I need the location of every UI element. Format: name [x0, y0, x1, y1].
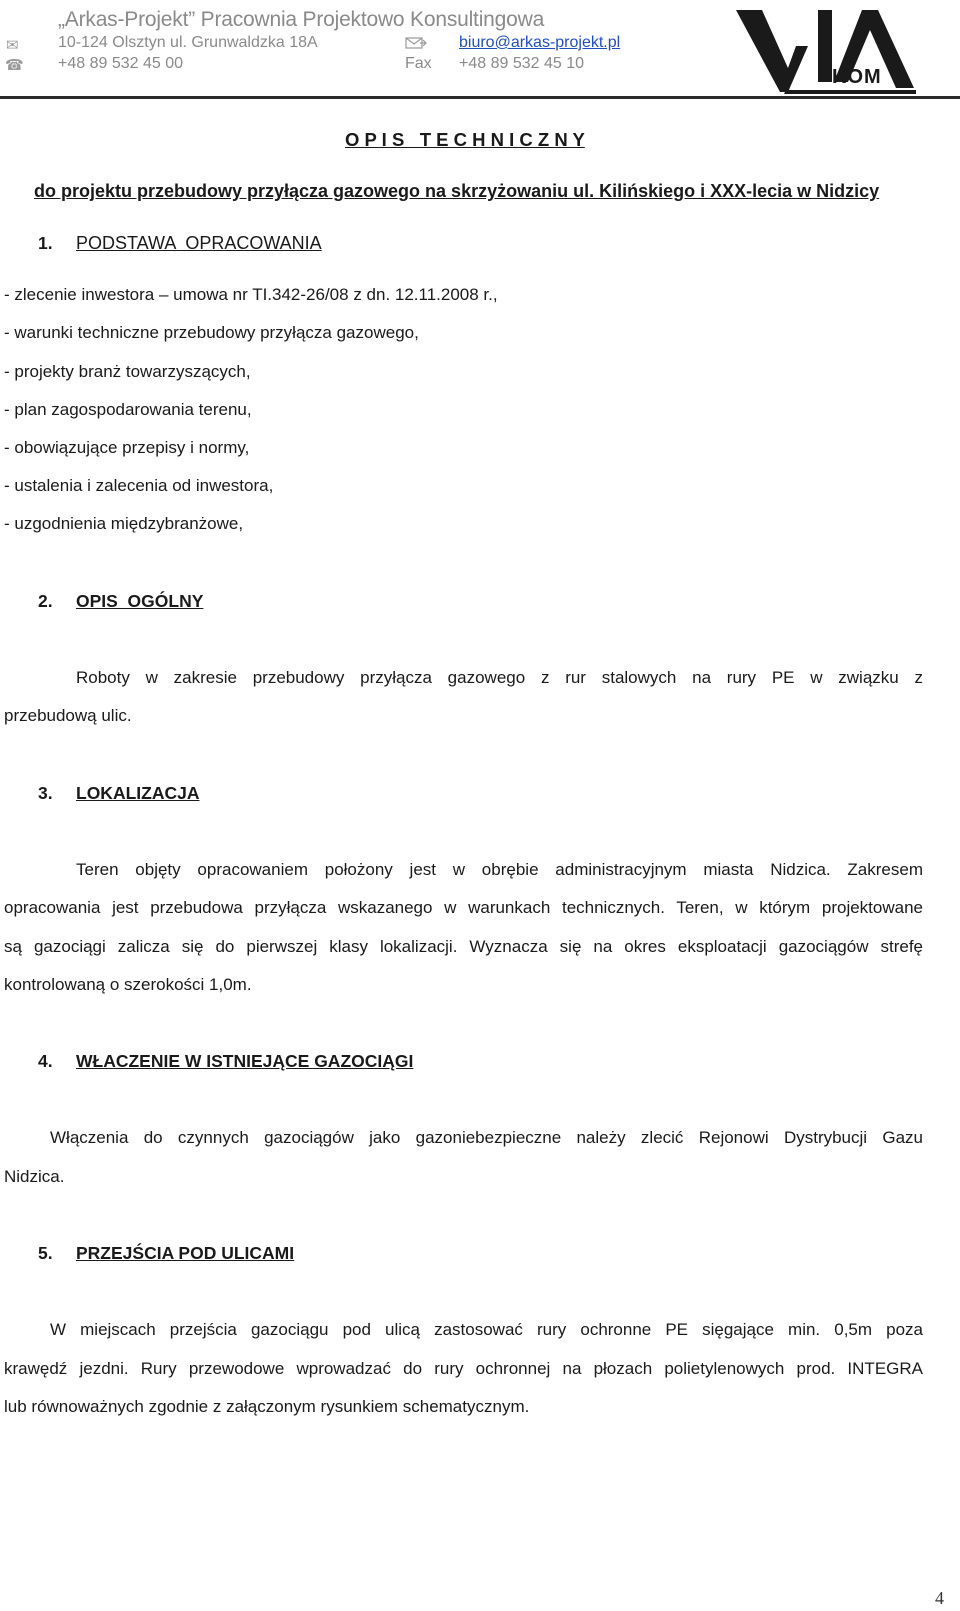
- phone-icon: ☎: [5, 57, 24, 74]
- list-item: - ustalenia i zalecenia od inwestora,: [4, 476, 274, 495]
- section-3-text-line: są gazociągi zalicza się do pierwszej klasy lokalizacji. Wyznacza się na okres eksploatacji gazociągów strefę: [4, 937, 923, 956]
- document-subtitle: do projektu przebudowy przyłącza gazowego na skrzyżowaniu ul. Kilińskiego i XXX-lecia w Nidzicy: [34, 181, 880, 201]
- logo-text: KOM: [832, 66, 882, 88]
- section-5-text-line: W miejscach przejścia gazociągu pod ulicą zastosować rury ochronne PE sięgające min. 0,5m poza: [50, 1320, 923, 1339]
- section-5-title: PRZEJŚCIA POD ULICAMI: [76, 1243, 295, 1263]
- list-item: - warunki techniczne przebudowy przyłącza gazowego,: [4, 323, 419, 342]
- section-3-number: 3.: [38, 783, 53, 803]
- section-2-number: 2.: [38, 591, 53, 611]
- fax-number: +48 89 532 45 10: [459, 55, 585, 72]
- section-2-text-line: Roboty w zakresie przebudowy przyłącza gazowego z rur stalowych na rury PE w związku z: [76, 668, 923, 687]
- email-icon-glyph: [405, 36, 427, 50]
- section-2-title: OPIS OGÓLNY: [76, 591, 204, 611]
- section-3-title: LOKALIZACJA: [76, 783, 200, 803]
- company-address: 10-124 Olsztyn ul. Grunwaldzka 18A: [58, 34, 318, 51]
- envelope-icon: ✉: [6, 37, 19, 54]
- document-title: O P I S T E C H N I C Z N Y: [345, 129, 585, 150]
- section-5-text-line: lub równoważnych zgodnie z załączonym rysunkiem schematycznym.: [4, 1397, 530, 1416]
- section-4-number: 4.: [38, 1051, 53, 1071]
- company-name: „Arkas-Projekt” Pracownia Projektowo Konsultingowa: [58, 8, 545, 31]
- list-item: - obowiązujące przepisy i normy,: [4, 438, 250, 457]
- section-5-text-line: krawędź jezdni. Rury przewodowe wprowadzać do rury ochronnej na płozach polietylenowych prod. INTEGRA: [4, 1359, 923, 1378]
- section-3-text-line: Teren objęty opracowaniem położony jest w obrębie administracyjnym miasta Nidzica. Zakresem: [76, 860, 923, 879]
- section-1-number: 1.: [38, 233, 53, 253]
- header-divider: [0, 96, 960, 99]
- fax-label: Fax: [405, 55, 432, 72]
- section-3-text-line: kontrolowaną o szerokości 1,0m.: [4, 975, 252, 994]
- list-item: - uzgodnienia międzybranżowe,: [4, 514, 244, 533]
- section-2-text-line: przebudową ulic.: [4, 706, 132, 725]
- email-icon: [405, 36, 427, 54]
- section-1-title: PODSTAWA OPRACOWANIA: [76, 233, 322, 253]
- section-4-title: WŁACZENIE W ISTNIEJĄCE GAZOCIĄGI: [76, 1051, 414, 1071]
- list-item: - zlecenie inwestora – umowa nr TI.342-26/08 z dn. 12.11.2008 r.,: [4, 285, 498, 304]
- logo-graphic: [736, 4, 916, 94]
- section-3-text-line: opracowania jest przebudowa przyłącza wskazanego w warunkach technicznych. Teren, w którym projektowane: [4, 898, 923, 917]
- section-4-text-line: Włączenia do czynnych gazociągów jako gazoniebezpieczne należy zlecić Rejonowi Dystrybucji Gazu: [50, 1128, 923, 1147]
- list-item: - plan zagospodarowania terenu,: [4, 400, 252, 419]
- phone-number: +48 89 532 45 00: [58, 55, 184, 72]
- company-logo: [736, 4, 916, 94]
- email-link[interactable]: biuro@arkas-projekt.pl: [459, 34, 621, 51]
- section-4-text-line: Nidzica.: [4, 1167, 65, 1186]
- page-number: 4: [935, 1588, 944, 1608]
- list-item: - projekty branż towarzyszących,: [4, 362, 251, 381]
- section-5-number: 5.: [38, 1243, 53, 1263]
